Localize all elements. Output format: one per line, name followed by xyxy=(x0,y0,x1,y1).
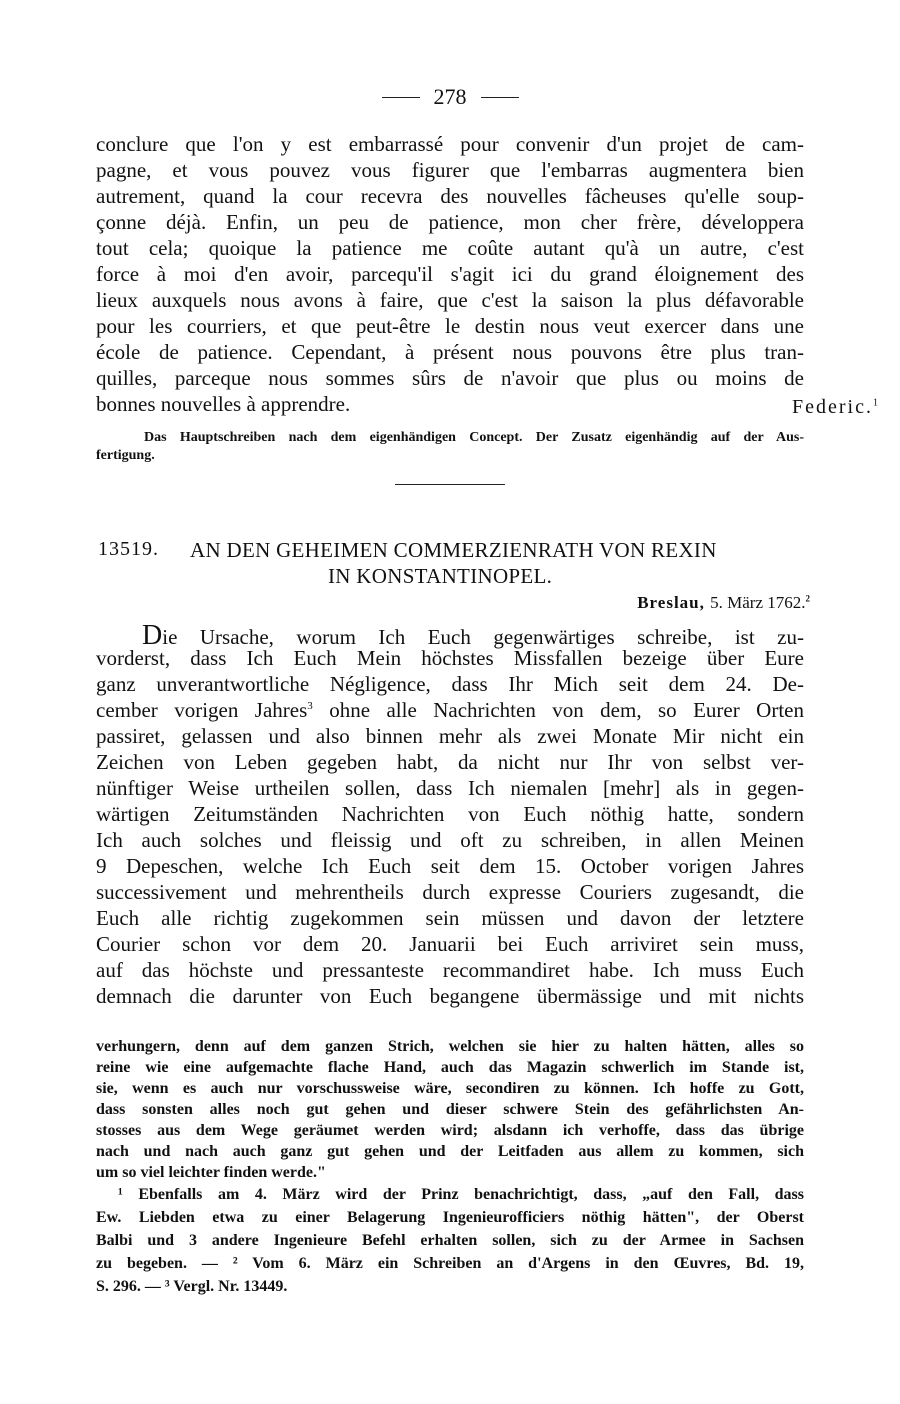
text-line: 9 Depeschen, welche Ich Euch seit dem 15. October vorigen Jahres xyxy=(96,854,804,878)
text-line: Zeichen von Leben gegeben habt, da nicht nur Ihr von selbst ver- xyxy=(96,750,804,774)
footnote-line: um so viel leichter finden werde." xyxy=(96,1164,326,1181)
text-line: vorderst, dass Ich Euch Mein höchstes Missfallen bezeige über Eure xyxy=(96,646,804,670)
footnote-line: dass sonsten alles noch gut gehen und dieser schwere Stein des gefährlichsten An- xyxy=(96,1101,804,1118)
signature xyxy=(792,396,878,419)
text-line: passiret, gelassen und also binnen mehr als zwei Monate Mir nicht ein xyxy=(96,724,804,748)
footnote-line: stosses aus dem Wege geräumet werden wird; alsdann ich verhoffe, dass das übrige xyxy=(96,1122,804,1139)
text-segment: cember vorigen Jahres xyxy=(96,698,308,722)
signature-text: Federic. xyxy=(792,396,873,418)
letter-heading-line-1: AN DEN GEHEIMEN COMMERZIENRATH VON REXIN xyxy=(190,538,717,562)
footnote-line: S. 296. — ³ Vergl. Nr. 13449. xyxy=(96,1278,288,1295)
text-line: wärtigen Zeitumständen Nachrichten von Euch nöthig hatte, sondern xyxy=(96,802,804,826)
footnote-line: reine wie eine aufgemachte flache Hand, auch das Magazin schwerlich im Stande ist, xyxy=(96,1059,804,1076)
source-note-line: Das Hauptschreiben nach dem eigenhändigen Concept. Der Zusatz eigenhändig auf der Aus- xyxy=(144,430,804,445)
footnote-line: sie, wenn es auch nur vorschussweise wäre, secondiren zu können. Ich hoffe zu Gott, xyxy=(96,1080,804,1097)
footnote-line: Balbi und 3 andere Ingenieure Befehl erhalten sollen, sich zu der Armee in Sachsen xyxy=(96,1232,804,1249)
dateline xyxy=(637,593,810,613)
header-dash-left xyxy=(382,97,420,98)
date: 5. März 1762. xyxy=(710,593,806,612)
footnote-line: ¹ Ebenfalls am 4. März wird der Prinz benachrichtigt, dass, „auf den Fall, dass xyxy=(118,1186,804,1203)
text-line: force à moi d'en avoir, parcequ'il s'agit ici du grand éloignement des xyxy=(96,262,804,286)
text-line: Ich auch solches und fleissig und oft zu schreiben, in allen Meinen xyxy=(96,828,804,852)
text-line: auf das höchste und pressanteste recommandiret habe. Ich muss Euch xyxy=(96,958,804,982)
place: Breslau, xyxy=(637,593,705,612)
footnote-line: Ew. Liebden etwa zu einer Belagerung Ingenieurofficiers nöthig hätten", der Oberst xyxy=(96,1209,804,1226)
date-note-ref: 2 xyxy=(805,593,810,604)
text-line: pour les courriers, et que peut-être le destin nous veut exercer dans une xyxy=(96,314,804,338)
source-note-line: fertigung. xyxy=(96,448,155,463)
footnote-line: nach und nach auch ganz gut gehen und der Leitfaden aus allem zu kommen, sich xyxy=(96,1143,804,1160)
text-line: Euch alle richtig zugekommen sein müssen und davon der letztere xyxy=(96,906,804,930)
text-line: pagne, et vous pouvez vous figurer que l'embarras augmentera bien xyxy=(96,158,804,182)
text-line: bonnes nouvelles à apprendre. xyxy=(96,392,351,416)
footnote-ref: 3 xyxy=(307,700,313,712)
section-divider xyxy=(395,484,505,485)
drop-cap: D xyxy=(142,620,163,651)
text-line: Courier schon vor dem 20. Januarii bei Euch arriviret sein muss, xyxy=(96,932,804,956)
text-line: tout cela; quoique la patience me coûte autant qu'à un autre, c'est xyxy=(96,236,804,260)
letter-heading-line-2: IN KONSTANTINOPEL. xyxy=(328,564,553,588)
text-line: école de patience. Cependant, à présent nous pouvons être plus tran- xyxy=(96,340,804,364)
footnote-line: verhungern, denn auf dem ganzen Strich, welchen sie hier zu halten hätten, alles so xyxy=(96,1038,804,1055)
page-header xyxy=(0,84,900,110)
text-line xyxy=(96,698,804,723)
text-segment: ohne alle Nachrichten von dem, so Eurer Orten xyxy=(312,698,804,722)
text-line: demnach die darunter von Euch begangene übermässige und mit nichts xyxy=(96,984,804,1008)
page-number: 278 xyxy=(433,84,467,109)
text-line: autrement, quand la cour recevra des nouvelles fâcheuses qu'elle soup- xyxy=(96,184,804,208)
footnote-line: zu begeben. — ² Vom 6. März ein Schreiben an d'Argens in den Œuvres, Bd. 19, xyxy=(96,1255,804,1272)
signature-note-ref: 1 xyxy=(873,397,878,409)
text-line: conclure que l'on y est embarrassé pour convenir d'un projet de cam- xyxy=(96,132,804,156)
text-line: çonne déjà. Enfin, un peu de patience, mon cher frère, développera xyxy=(96,210,804,234)
letter-number: 13519. xyxy=(98,538,159,560)
first-line-text: ie Ursache, worum Ich Euch gegenwärtiges schreibe, ist zu- xyxy=(162,625,804,649)
text-line: lieux auxquels nous avons à faire, que c'est la saison la plus défavorable xyxy=(96,288,804,312)
header-dash-right xyxy=(481,97,519,98)
text-line: successivement und mehrentheils durch expresse Couriers zugesandt, die xyxy=(96,880,804,904)
text-line: ganz unverantwortliche Négligence, dass Ihr Mich seit dem 24. De- xyxy=(96,672,804,696)
text-line: nünftiger Weise urtheilen sollen, dass Ich niemalen [mehr] als in gegen- xyxy=(96,776,804,800)
text-line: quilles, parceque nous sommes sûrs de n'avoir que plus ou moins de xyxy=(96,366,804,390)
